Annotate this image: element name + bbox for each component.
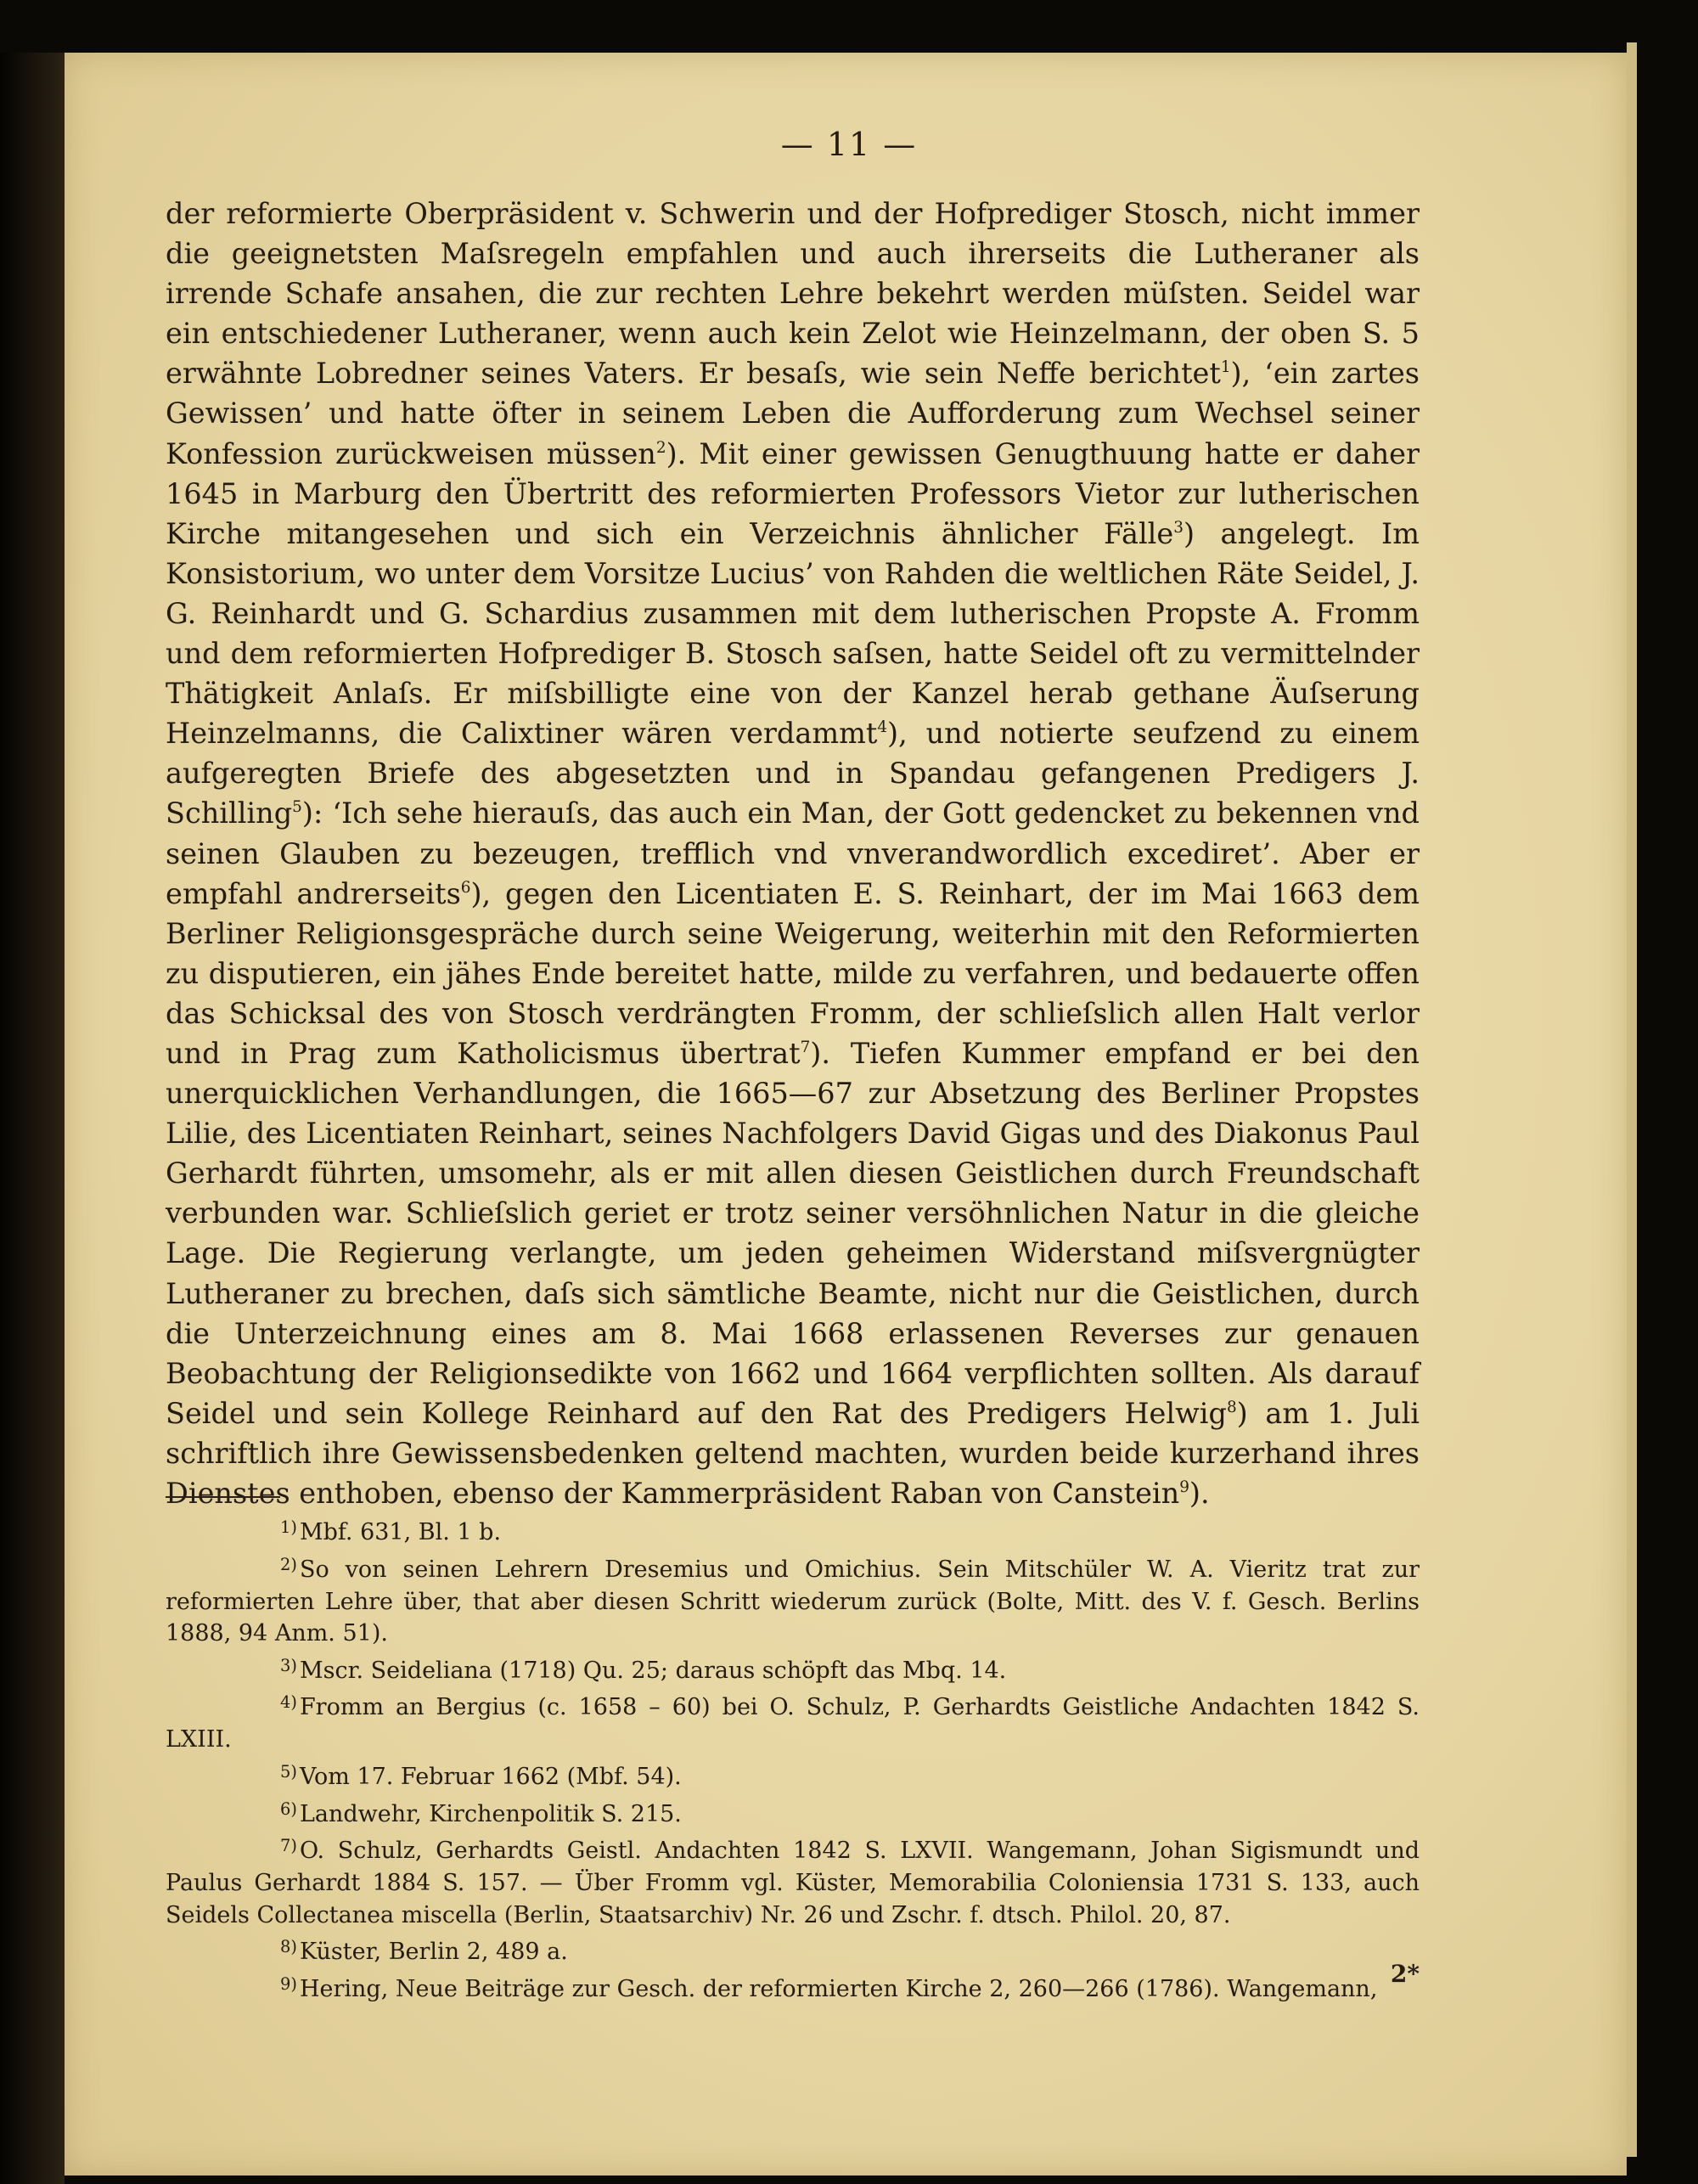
footnote: $^{7)}$ O. Schulz, Gerhardts Geistl. Andachten 1842 S. LXVII. Wangemann, Johan Sigismundt und Paulus Gerhardt 1884 S. 157. — Über Fromm vgl. Küster, Memorabilia Coloniensia 1731 S. 133, auch Seidels Collectanea miscella (Berlin, Staatsarchiv) Nr. 26 und Zschr. f. dtsch. Philol. 20, 87. <box>166 1836 1420 1928</box>
footnote-ref-4: 4 <box>877 718 888 737</box>
footnote: $^{2)}$ So von seinen Lehrern Dresemius und Omichius. Sein Mitschüler W. A. Vieritz trat zur reformierten Lehre über, that aber diesen Schritt wiederum zurück (Bolte, Mitt. des V. f. Gesch. Berlins 1888, 94 Anm. 51). <box>166 1554 1420 1647</box>
footnote: $^{8)}$ Küster, Berlin 2, 489 a. <box>280 1937 568 1966</box>
body-text-run: der reformierte Oberpräsident v. Schwerin und der Hofprediger Stosch, nicht immer die geeignetsten Maſsregeln empfahlen und auch ihrerseits die Lutheraner als irrende Schafe ansahen, die zur rechten Lehre bekehrt werden müſsten. Seidel war ein entschiedener Lutheraner, wenn auch kein Zelot wie Heinzelmann, der oben S. 5 erwähnte Lobredner seines Vaters. Er besaſs, wie sein Neffe berichtet <box>166 197 1420 391</box>
footnote: $^{9)}$ Hering, Neue Beiträge zur Gesch. der reformierten Kirche 2, 260—266 (1786). Wangemann, <box>280 1973 1378 2003</box>
footnote-ref-2: 2 <box>655 438 666 457</box>
footnote: $^{4)}$ Fromm an Bergius (c. 1658 – 60) bei O. Schulz, P. Gerhardts Geistliche Andachten 1842 S. LXIII. <box>166 1692 1420 1753</box>
main-body-text <box>166 194 1420 1513</box>
footnote-separator <box>166 1496 280 1498</box>
body-text-run: ): ‘Ich sehe hierauſs, das auch ein Man, der Gott gedencket zu bekennen vnd seinen Glauben zu bezeugen, trefflich vnd vnverandwordlich excediret’. Aber er empfahl andrerseits <box>166 796 1420 910</box>
body-text-run: ), gegen den Licentiaten E. S. Reinhart, der im Mai 1663 dem Berliner Religionsgespräche durch seine Weigerung, weiterhin mit den Reformierten zu disputieren, ein jähes Ende bereitet hatte, milde zu verfahren, und bedauerte offen das Schicksal des von Stosch verdrängten Fromm, der schlieſslich allen Halt verlor und in Prag zum Katholicismus übertrat <box>166 876 1420 1070</box>
book-binding-shadow <box>0 53 65 2184</box>
footnote: $^{5)}$ Vom 17. Februar 1662 (Mbf. 54). <box>280 1761 682 1790</box>
body-text-run: ). Tiefen Kummer empfand er bei den unerquicklichen Verhandlungen, die 1665—67 zur Absetzung des Berliner Propstes Lilie, des Licentiaten Reinhart, seines Nachfolgers David Gigas und des Diakonus Paul Gerhardt führten, umsomehr, als er mit allen diesen Geistlichen durch Freundschaft verbunden war. Schlieſslich geriet er trotz seiner versöhnlichen Natur in die gleiche Lage. Die Regierung verlangte, um jeden geheimen Widerstand miſsvergnügter Lutheraner zu brechen, daſs sich sämtliche Beamte, nicht nur die Geistlichen, durch die Unterzeichnung eines am 8. Mai 1668 erlassenen Reverses zur genauen Beobachtung der Religionsedikte von 1662 und 1664 verpflichten sollten. Als darauf Seidel und sein Kollege Reinhard auf den Rat des Predigers Helwig <box>166 1036 1420 1430</box>
sheet-signature: 2* <box>1390 1960 1420 1988</box>
footnote: $^{3)}$ Mscr. Seideliana (1718) Qu. 25; daraus schöpft das Mbq. 14. <box>280 1655 1007 1684</box>
footnote-ref-9: 9 <box>1179 1478 1189 1497</box>
footnote-ref-8: 8 <box>1226 1398 1237 1416</box>
body-text-run: ), und notierte seufzend zu einem aufgeregten Briefe des abgesetzten und in Spandau gefangenen Predigers J. Schilling <box>166 717 1420 830</box>
body-text-run: ) am 1. Juli schriftlich ihre Gewissensbedenken geltend machten, wurden beide kurzerhand ihres Dienstes enthoben, ebenso der Kammerpräsident Raban von Canstein <box>166 1396 1420 1510</box>
footnote-ref-5: 5 <box>292 798 302 817</box>
body-text-run: ) angelegt. Im Konsistorium, wo unter dem Vorsitze Lucius’ von Rahden die weltlichen Räte Seidel, J. G. Reinhardt und G. Schardius zusammen mit dem lutherischen Propste A. Fromm und dem reformierten Hofprediger B. Stosch saſsen, hatte Seidel oft zu vermittelnder Thätigkeit Anlaſs. Er miſsbilligte eine von der Kanzel herab gethane Äuſserung Heinzelmanns, die Calixtiner wären verdammt <box>166 516 1420 751</box>
footnote: $^{1)}$ Mbf. 631, Bl. 1 b. <box>280 1517 502 1546</box>
footnotes <box>166 1511 1420 2006</box>
footnote-ref-1: 1 <box>1220 358 1231 377</box>
page-number: — 11 — <box>780 126 918 163</box>
body-paragraph <box>166 194 1420 1513</box>
body-text-run: ), ‘ein zartes Gewissen’ und hatte öfter in seinem Leben die Aufforderung zum Wechsel seiner Konfession zurückweisen müssen <box>166 357 1420 470</box>
footnote-ref-3: 3 <box>1173 518 1184 537</box>
body-text-run: ). <box>1189 1477 1210 1510</box>
footnote-ref-6: 6 <box>460 878 471 897</box>
right-page-edge <box>1627 42 1698 2184</box>
body-text-run: ). Mit einer gewissen Genugthuung hatte er daher 1645 in Marburg den Übertritt des reformierten Professors Vietor zur lutherischen Kirche mitangesehen und sich ein Verzeichnis ähnlicher Fälle <box>166 436 1420 550</box>
footnote: $^{6)}$ Landwehr, Kirchenpolitik S. 215. <box>280 1798 682 1827</box>
footnote-ref-7: 7 <box>800 1039 811 1057</box>
